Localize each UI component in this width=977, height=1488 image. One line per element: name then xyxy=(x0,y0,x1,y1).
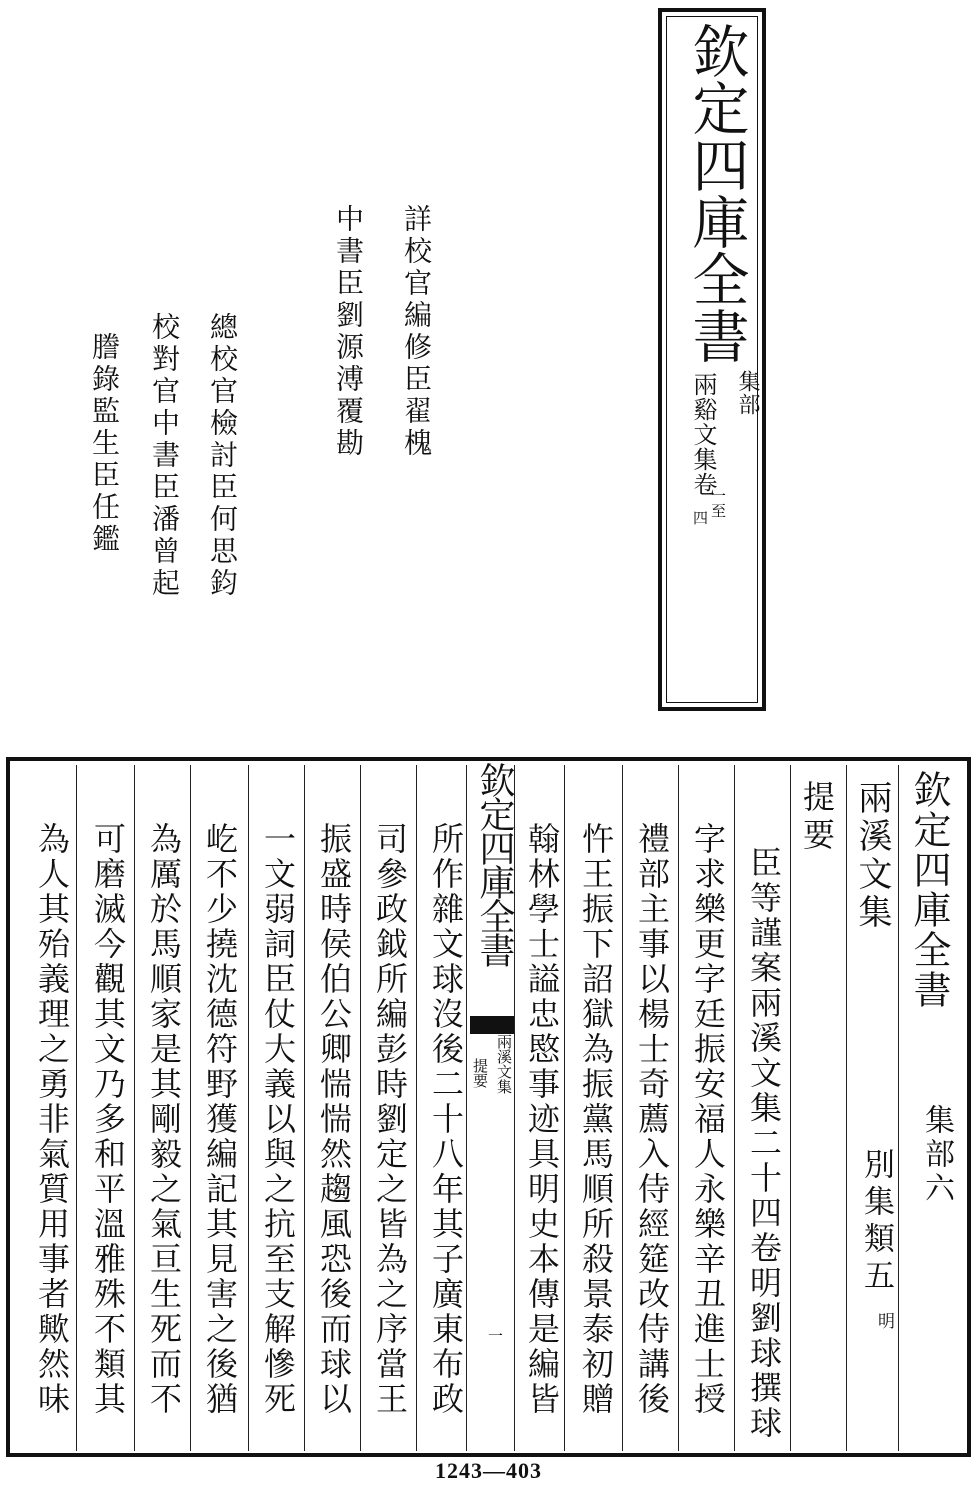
column-rule xyxy=(360,765,361,1451)
column-rule xyxy=(304,765,305,1451)
column-rule xyxy=(678,765,679,1451)
text-column: 忤王振下詔獄為振黨馬順所殺景泰初贈 xyxy=(577,822,615,1417)
column-rule xyxy=(734,765,735,1451)
folio-number: 1243—403 xyxy=(435,1458,542,1483)
text-column: 翰林學士謚忠愍事迹具明史本傳是編皆 xyxy=(523,822,561,1417)
text-column: 司參政鉞所編彭時劉定之皆為之序當王 xyxy=(371,822,409,1417)
column-rule xyxy=(190,765,191,1451)
text-column: 為人其殆義理之勇非氣質用事者歟然味 xyxy=(33,822,71,1417)
section-heading: 提要 xyxy=(798,780,836,856)
column-rule xyxy=(76,765,77,1451)
category-label: 別集類五 xyxy=(858,1148,894,1296)
column-rule xyxy=(134,765,135,1451)
column-rule xyxy=(622,765,623,1451)
text-column: 可磨滅今觀其文乃多和平溫雅殊不類其 xyxy=(89,822,127,1417)
credit-line-proofreader: 詳校官編修臣翟槐 xyxy=(400,204,433,460)
gutter-page-number: 一 xyxy=(486,1328,504,1343)
cover-volume-range-end: 四 xyxy=(691,510,709,525)
cover-title: 欽定四庫全書 xyxy=(683,22,749,364)
column-rule xyxy=(790,765,791,1451)
cover-volume-range: 一至 xyxy=(709,488,727,518)
cover-section-label: 集部 xyxy=(735,370,760,416)
text-column: 禮部主事以楊士奇薦入侍經筵改侍講後 xyxy=(633,822,671,1417)
gutter-subsection: 提要 xyxy=(471,1058,489,1088)
column-rule xyxy=(898,765,899,1451)
cover-book-title: 兩谿文集卷 xyxy=(689,372,717,497)
column-rule xyxy=(564,765,565,1451)
column-rule xyxy=(416,765,417,1451)
text-column: 所作雜文球沒後二十八年其子廣東布政 xyxy=(427,822,465,1417)
credit-line-collator: 校對官中書臣潘曾起 xyxy=(148,312,181,600)
column-rule xyxy=(846,765,847,1451)
page-header-title: 欽定四庫全書 xyxy=(907,770,951,1010)
gutter-rule xyxy=(466,765,467,1451)
text-column: 屹不少撓沈德符野獲編記其見害之後猶 xyxy=(201,822,239,1417)
book-title: 兩溪文集 xyxy=(852,780,892,932)
credit-line-copyist: 謄錄監生臣任鑑 xyxy=(88,332,121,556)
fishtail-mark xyxy=(470,1016,514,1034)
text-column: 字求樂更字廷振安福人永樂辛丑進士授 xyxy=(689,822,727,1417)
column-rule xyxy=(248,765,249,1451)
credit-line-reviewer: 中書臣劉源溥覆勘 xyxy=(332,204,365,460)
text-column: 一文弱詞臣仗大義以與之抗至支解慘死 xyxy=(259,822,297,1417)
credit-line-chief-collator: 總校官檢討臣何思鈞 xyxy=(206,312,239,600)
text-column: 臣等謹案兩溪文集二十四卷明劉球撰球 xyxy=(745,846,783,1441)
gutter-title: 欽定四庫全書 xyxy=(474,762,515,966)
gutter-book-title: 兩溪文集 xyxy=(495,1034,513,1094)
text-column: 為厲於馬順家是其剛毅之氣亘生死而不 xyxy=(145,822,183,1417)
page-header-section: 集部六 xyxy=(919,1104,954,1206)
dynasty-label: 明 xyxy=(874,1312,894,1329)
text-column: 振盛時侯伯公卿惴惴然趨風恐後而球以 xyxy=(315,822,353,1417)
